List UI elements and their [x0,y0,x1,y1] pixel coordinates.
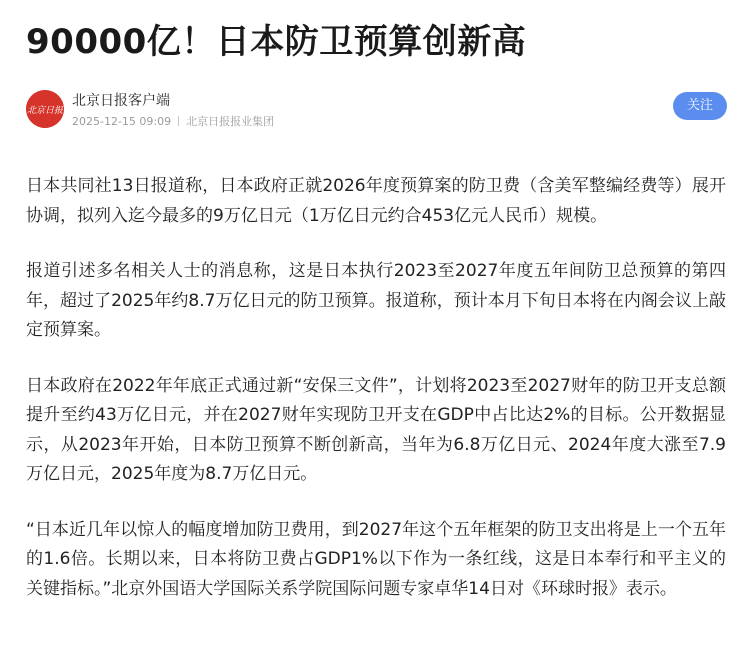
article-paragraph: 日本政府在2022年年底正式通过新“安保三文件”，计划将2023至2027财年的防卫开支总额提升至约43万亿日元，并在2027财年实现防卫开支在GDP中占比达2%的目标。公开数据显示，从2023年开始，日本防卫预算不断创新高，当年为6.8万亿日元、2024年度大涨至7.9万亿日元，2025年度为8.7万亿日元。 [26,375,726,484]
article-meta [72,113,274,129]
source-info-row [26,88,726,132]
publisher-logo-icon [26,90,64,128]
publisher-logo-text: 北京日报 [26,106,64,116]
article-paragraph: “日本近几年以惊人的幅度增加防卫费用，到2027年这个五年框架的防卫支出将是上一个五年的1.6倍。长期以来，日本将防卫费占GDP1%以下作为一条红线，这是日本奉行和平主义的关键指标。”北京外国语大学国际关系学院国际问题专家卓华14日对《环球时报》表示。 [26,519,726,599]
article-paragraph: 日本共同社13日报道称，日本政府正就2026年度预算案的防卫费（含美军整编经费等）展开协调，拟列入迄今最多的9万亿日元（1万亿日元约合453亿元人民币）规模。 [26,176,726,226]
publish-date: 2025-12-15 09:09 [72,115,172,128]
article-body [26,172,726,630]
article-paragraph: 报道引述多名相关人士的消息称，这是日本执行2023至2027年度五年间防卫总预算的第四年，超过了2025年约8.7万亿日元的防卫预算。报道称，预计本月下旬日本将在内阁会议上敲定预算案。 [26,261,726,340]
publisher-avatar[interactable] [26,90,64,128]
article-headline: 90000亿！日本防卫预算创新高 [26,22,527,62]
publisher-name[interactable]: 北京日报客户端 [72,93,170,109]
publisher-group: 北京日报报业集团 [186,115,275,128]
follow-button[interactable]: 关注 [673,92,727,120]
meta-divider [178,116,179,126]
